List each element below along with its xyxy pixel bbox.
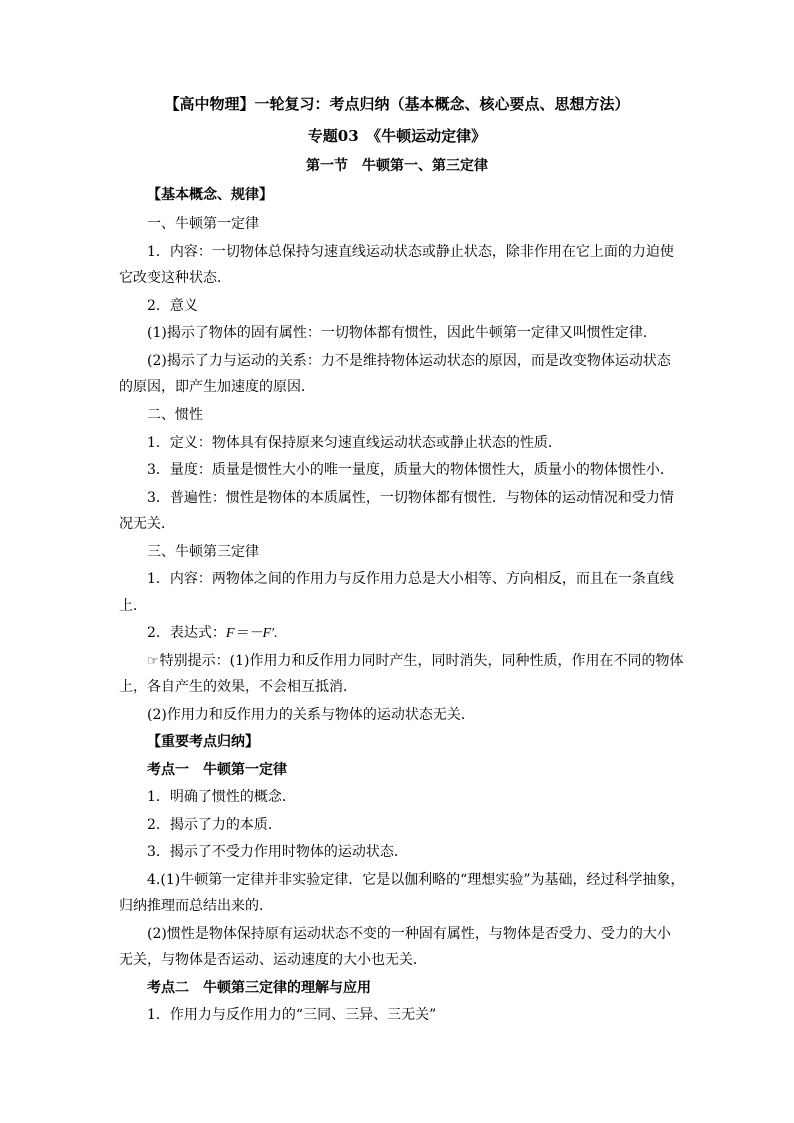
inertia-universal-1: 3．普遍性：惯性是物体的本质属性，一切物体都有惯性．与物体的运动情况和受力情 <box>147 490 674 506</box>
third-law-note-1 <box>147 651 684 672</box>
point1-item3: 3．揭示了不受力作用时物体的运动状态． <box>147 844 408 860</box>
third-law-note-3: (2)作用力和反作用力的关系与物体的运动状态无关． <box>147 707 475 723</box>
point1-item1: 1．明确了惯性的概念． <box>147 789 296 805</box>
first-law-content-1: 1．内容：一切物体总保持匀速直线运动状态或静止状态，除非作用在它上面的力迫使 <box>147 244 674 260</box>
note-icon: ☞ <box>147 654 159 669</box>
point2-heading: 考点二 牛顿第三定律的理解与应用 <box>147 980 371 996</box>
expression-formula: F＝－F′. <box>225 626 278 641</box>
document-title: 【高中物理】一轮复习：考点归纳（基本概念、核心要点、思想方法） <box>164 95 630 113</box>
section-title: 第一节 牛顿第一、第三定律 <box>306 158 488 174</box>
first-law-meaning-2a: (2)揭示了力与运动的关系：力不是维持物体运动状态的原因，而是改变物体运动状态 <box>147 353 671 369</box>
inertia-heading: 二、惯性 <box>147 407 203 423</box>
first-law-heading: 一、牛顿第一定律 <box>147 216 259 232</box>
point1-heading: 考点一 牛顿第一定律 <box>147 762 287 778</box>
first-law-meaning-1: (1)揭示了物体的固有属性：一切物体都有惯性，因此牛顿第一定律又叫惯性定律． <box>147 325 657 341</box>
key-points-heading: 【重要考点归纳】 <box>147 734 259 750</box>
third-law-heading: 三、牛顿第三定律 <box>147 544 259 560</box>
topic-title: 专题03 《牛顿运动定律》 <box>307 127 487 145</box>
third-law-expression-line <box>147 623 278 644</box>
third-law-note-2: 上，各自产生的效果，不会相互抵消． <box>119 679 357 695</box>
basics-heading: 【基本概念、规律】 <box>147 187 273 203</box>
note-text-1: 特别提示：(1)作用力和反作用力同时产生，同时消失，同种性质，作用在不同的物体 <box>159 653 684 669</box>
point1-item5a: (2)惯性是物体保持原有运动状态不变的一种固有属性，与物体是否受力、受力的大小 <box>147 926 671 942</box>
point1-item2: 2．揭示了力的本质． <box>147 817 282 833</box>
third-law-content-2: 上． <box>119 598 147 614</box>
inertia-measure: 3．量度：质量是惯性大小的唯一量度，质量大的物体惯性大，质量小的物体惯性小． <box>147 462 674 478</box>
point1-item5b: 无关，与物体是否运动、运动速度的大小也无关． <box>119 952 427 968</box>
expression-label: 2．表达式： <box>147 625 226 641</box>
point1-item4b: 归纳推理而总结出来的． <box>119 898 273 914</box>
point2-item1: 1．作用力与反作用力的“三同、三异、三无关” <box>147 1007 437 1023</box>
first-law-meaning-heading: 2．意义 <box>147 298 198 314</box>
third-law-content-1: 1．内容：两物体之间的作用力与反作用力总是大小相等、方向相反，而且在一条直线 <box>147 571 674 587</box>
inertia-universal-2: 况无关． <box>119 516 175 532</box>
first-law-meaning-2b: 的原因，即产生加速度的原因． <box>119 379 315 395</box>
inertia-definition: 1．定义：物体具有保持原来匀速直线运动状态或静止状态的性质． <box>147 435 562 451</box>
first-law-content-2: 它改变这种状态． <box>119 270 231 286</box>
point1-item4a: 4.(1)牛顿第一定律并非实验定律．它是以伽利略的“理想实验”为基础，经过科学抽象， <box>147 872 685 888</box>
